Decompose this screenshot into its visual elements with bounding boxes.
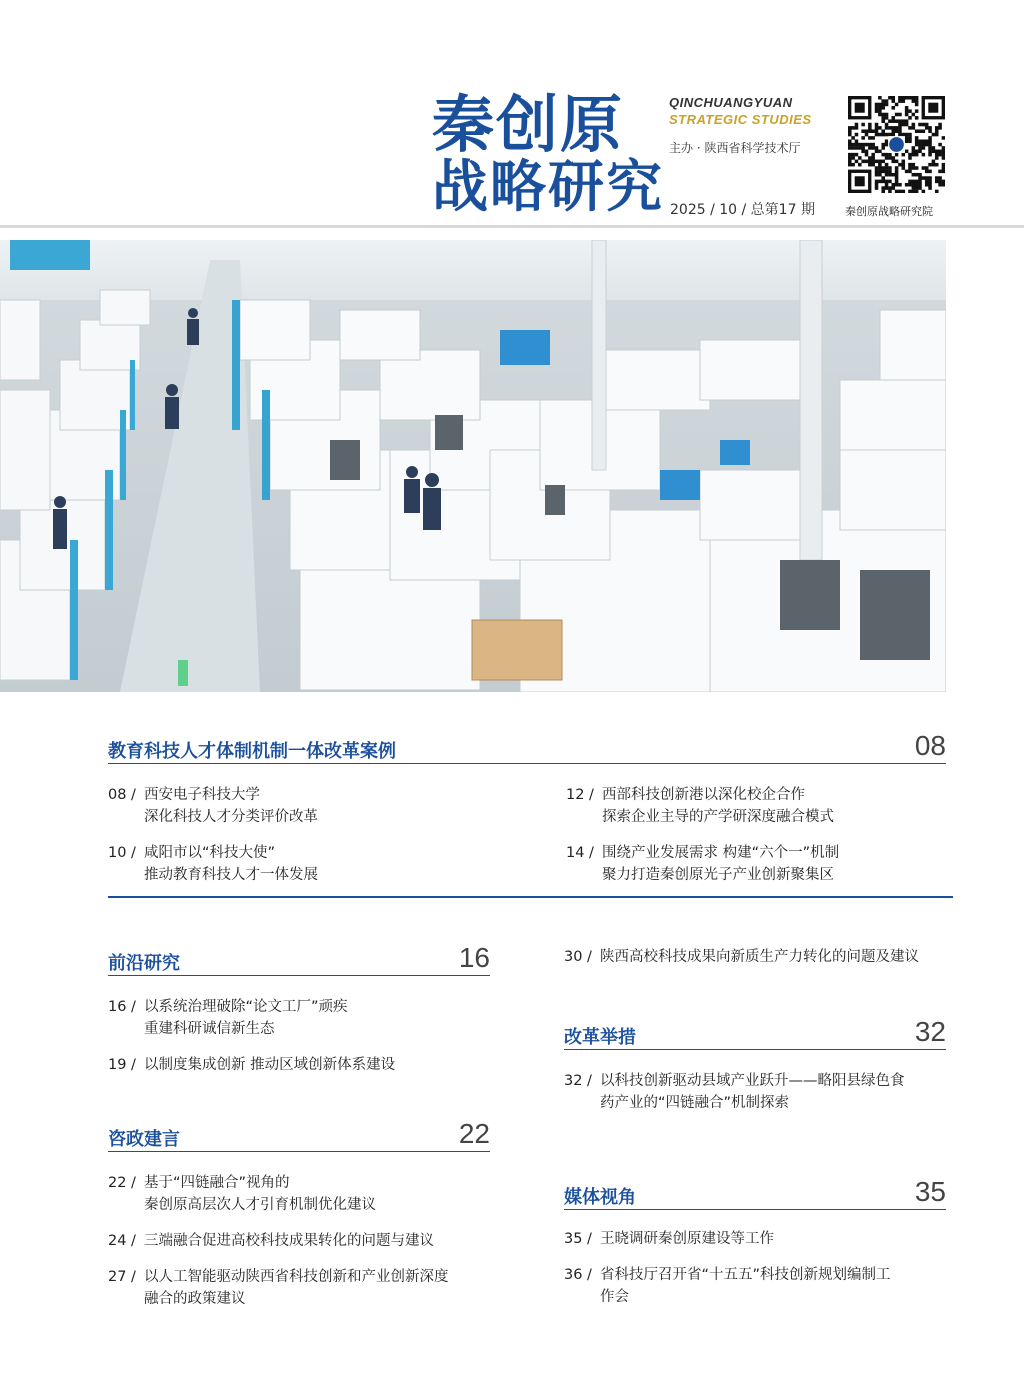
toc-page-number: 08 / [108, 787, 136, 803]
section-title: 媒体视角 [564, 1187, 636, 1208]
toc-page-number: 22 / [108, 1175, 136, 1191]
section-header-media [564, 1178, 946, 1210]
section-title: 前沿研究 [108, 953, 180, 974]
section-page: 16 [458, 942, 490, 973]
toc-title-line: 围绕产业发展需求 构建“六个一”机制 [602, 845, 840, 861]
section-title: 咨政建言 [108, 1129, 180, 1150]
section-title: 改革举措 [564, 1027, 636, 1048]
section-header-frontier [108, 944, 490, 976]
toc-title-line: 以科技创新驱动县域产业跃升——略阳县绿色食 [600, 1073, 905, 1089]
toc-page-number: 10 / [108, 845, 136, 861]
toc-title-line: 融合的政策建议 [144, 1291, 246, 1307]
qr-code-icon [848, 96, 945, 193]
section-page: 35 [914, 1176, 946, 1207]
toc-page-number: 16 / [108, 999, 136, 1015]
issue-info: 2025 / 10 / 总第17 期 [670, 202, 815, 218]
toc-title-line: 探索企业主导的产学研深度融合模式 [602, 809, 834, 825]
qr-caption: 秦创原战略研究院 [845, 205, 933, 218]
toc-page-number: 36 / [564, 1267, 592, 1283]
toc-title-line: 以人工智能驱动陕西省科技创新和产业创新深度 [144, 1269, 449, 1285]
feature-section-title: 教育科技人才体制机制一体改革案例 [108, 741, 396, 762]
feature-section-page: 08 [914, 730, 946, 761]
section-header-reform [564, 1018, 946, 1050]
toc-page-number: 30 / [564, 949, 592, 965]
toc-title-line: 秦创原高层次人才引育机制优化建议 [144, 1197, 376, 1213]
toc-title-line: 以系统治理破除“论文工厂”顽疾 [144, 999, 348, 1015]
toc-title-line: 药产业的“四链融合”机制探索 [600, 1095, 790, 1111]
toc-title-line: 重建科研诚信新生态 [144, 1021, 275, 1037]
english-title-line-2: STRATEGIC STUDIES [669, 112, 812, 127]
toc-page-number: 27 / [108, 1269, 136, 1285]
toc-title-line: 以制度集成创新 推动区域创新体系建设 [144, 1057, 396, 1073]
section-header-advisory [108, 1120, 490, 1152]
toc-page-number: 14 / [566, 845, 594, 861]
section-page: 22 [458, 1118, 490, 1149]
toc-title-line: 深化科技人才分类评价改革 [144, 809, 318, 825]
toc-title-line: 西安电子科技大学 [144, 787, 260, 803]
sponsor-line: 主办 · 陕西省科学技术厅 [669, 141, 801, 155]
toc-page-number: 12 / [566, 787, 594, 803]
section-page: 32 [914, 1016, 946, 1047]
toc-page-number: 24 / [108, 1233, 136, 1249]
magazine-title-line-2: 战略研究 [432, 155, 664, 220]
english-title-line-1: QINCHUANGYUAN [669, 95, 793, 110]
toc-title-line: 基于“四链融合”视角的 [144, 1175, 290, 1191]
cover-photo-factory [0, 240, 946, 692]
toc-title-line: 三端融合促进高校科技成果转化的问题与建议 [144, 1233, 434, 1249]
toc-title-line: 聚力打造秦创原光子产业创新聚集区 [602, 867, 834, 883]
toc-title-line: 推动教育科技人才一体发展 [144, 867, 318, 883]
toc-title-line: 咸阳市以“科技大使” [144, 845, 276, 861]
toc-page-number: 19 / [108, 1057, 136, 1073]
toc-title-line: 西部科技创新港以深化校企合作 [602, 787, 805, 803]
toc-title-line: 王晓调研秦创原建设等工作 [600, 1231, 774, 1247]
toc-title-line: 作会 [600, 1289, 629, 1305]
header-rule [0, 225, 1024, 228]
toc-title-line: 陕西高校科技成果向新质生产力转化的问题及建议 [600, 949, 919, 965]
toc-page-number: 35 / [564, 1231, 592, 1247]
toc-page-number: 32 / [564, 1073, 592, 1089]
magazine-title-line-1: 秦创原 [432, 88, 625, 161]
feature-section-header [108, 732, 946, 764]
section-divider [108, 896, 953, 898]
toc-title-line: 省科技厅召开省“十五五”科技创新规划编制工 [600, 1267, 891, 1283]
